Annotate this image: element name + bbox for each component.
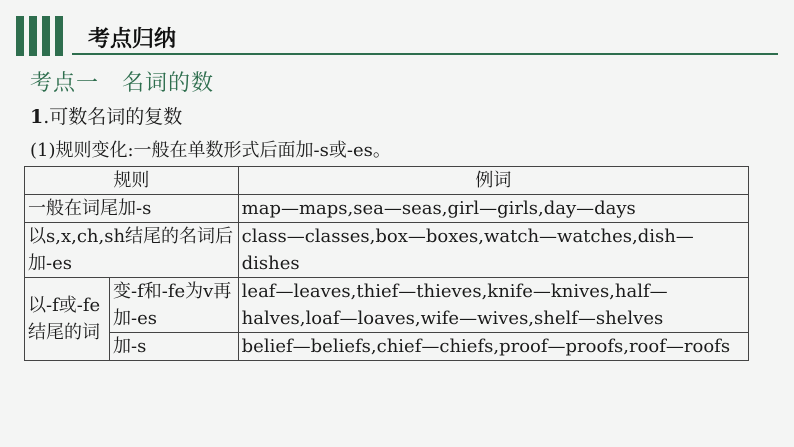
stripe [42,16,50,56]
examples-cell: map—maps,sea—seas,girl—girls,day—days [238,195,748,223]
header-underline [72,53,778,55]
rule-cell: 变-f和-fe为v再加-es [110,278,239,333]
rule-cell: 一般在词尾加-s [25,195,239,223]
group-label-cell: 以-f或-fe结尾的词 [25,278,110,361]
table-header-row [25,167,749,195]
examples-cell: leaf—leaves,thief—thieves,knife—knives,half—halves,loaf—loaves,wife—wives,shelf—shelves [238,278,748,333]
table-row [25,278,749,333]
table-row [25,195,749,223]
stripe [16,16,24,56]
stripe [29,16,37,56]
section-header [0,8,794,56]
rule-cell: 加-s [110,333,239,361]
plural-rules-table [24,166,749,361]
stripe [55,16,63,56]
subsection-title [30,102,182,129]
header-examples: 例词 [238,167,748,195]
examples-cell: belief—beliefs,chief—chiefs,proof—proofs,roof—roofs [238,333,748,361]
header-stripes [16,16,63,56]
subsection-number: 1 [30,106,44,128]
table-row [25,223,749,278]
examples-cell: class—classes,box—boxes,watch—watches,dish—dishes [238,223,748,278]
rule-cell: 以s,x,ch,sh结尾的名词后加-es [25,223,239,278]
header-rule: 规则 [25,167,239,195]
intro-text: (1)规则变化:一般在单数形式后面加-s或-es。 [30,140,391,161]
table-row [25,333,749,361]
header-title: 考点归纳 [88,27,177,52]
section-title: 考点一 名词的数 [30,71,215,96]
subsection-text: .可数名词的复数 [43,106,183,128]
